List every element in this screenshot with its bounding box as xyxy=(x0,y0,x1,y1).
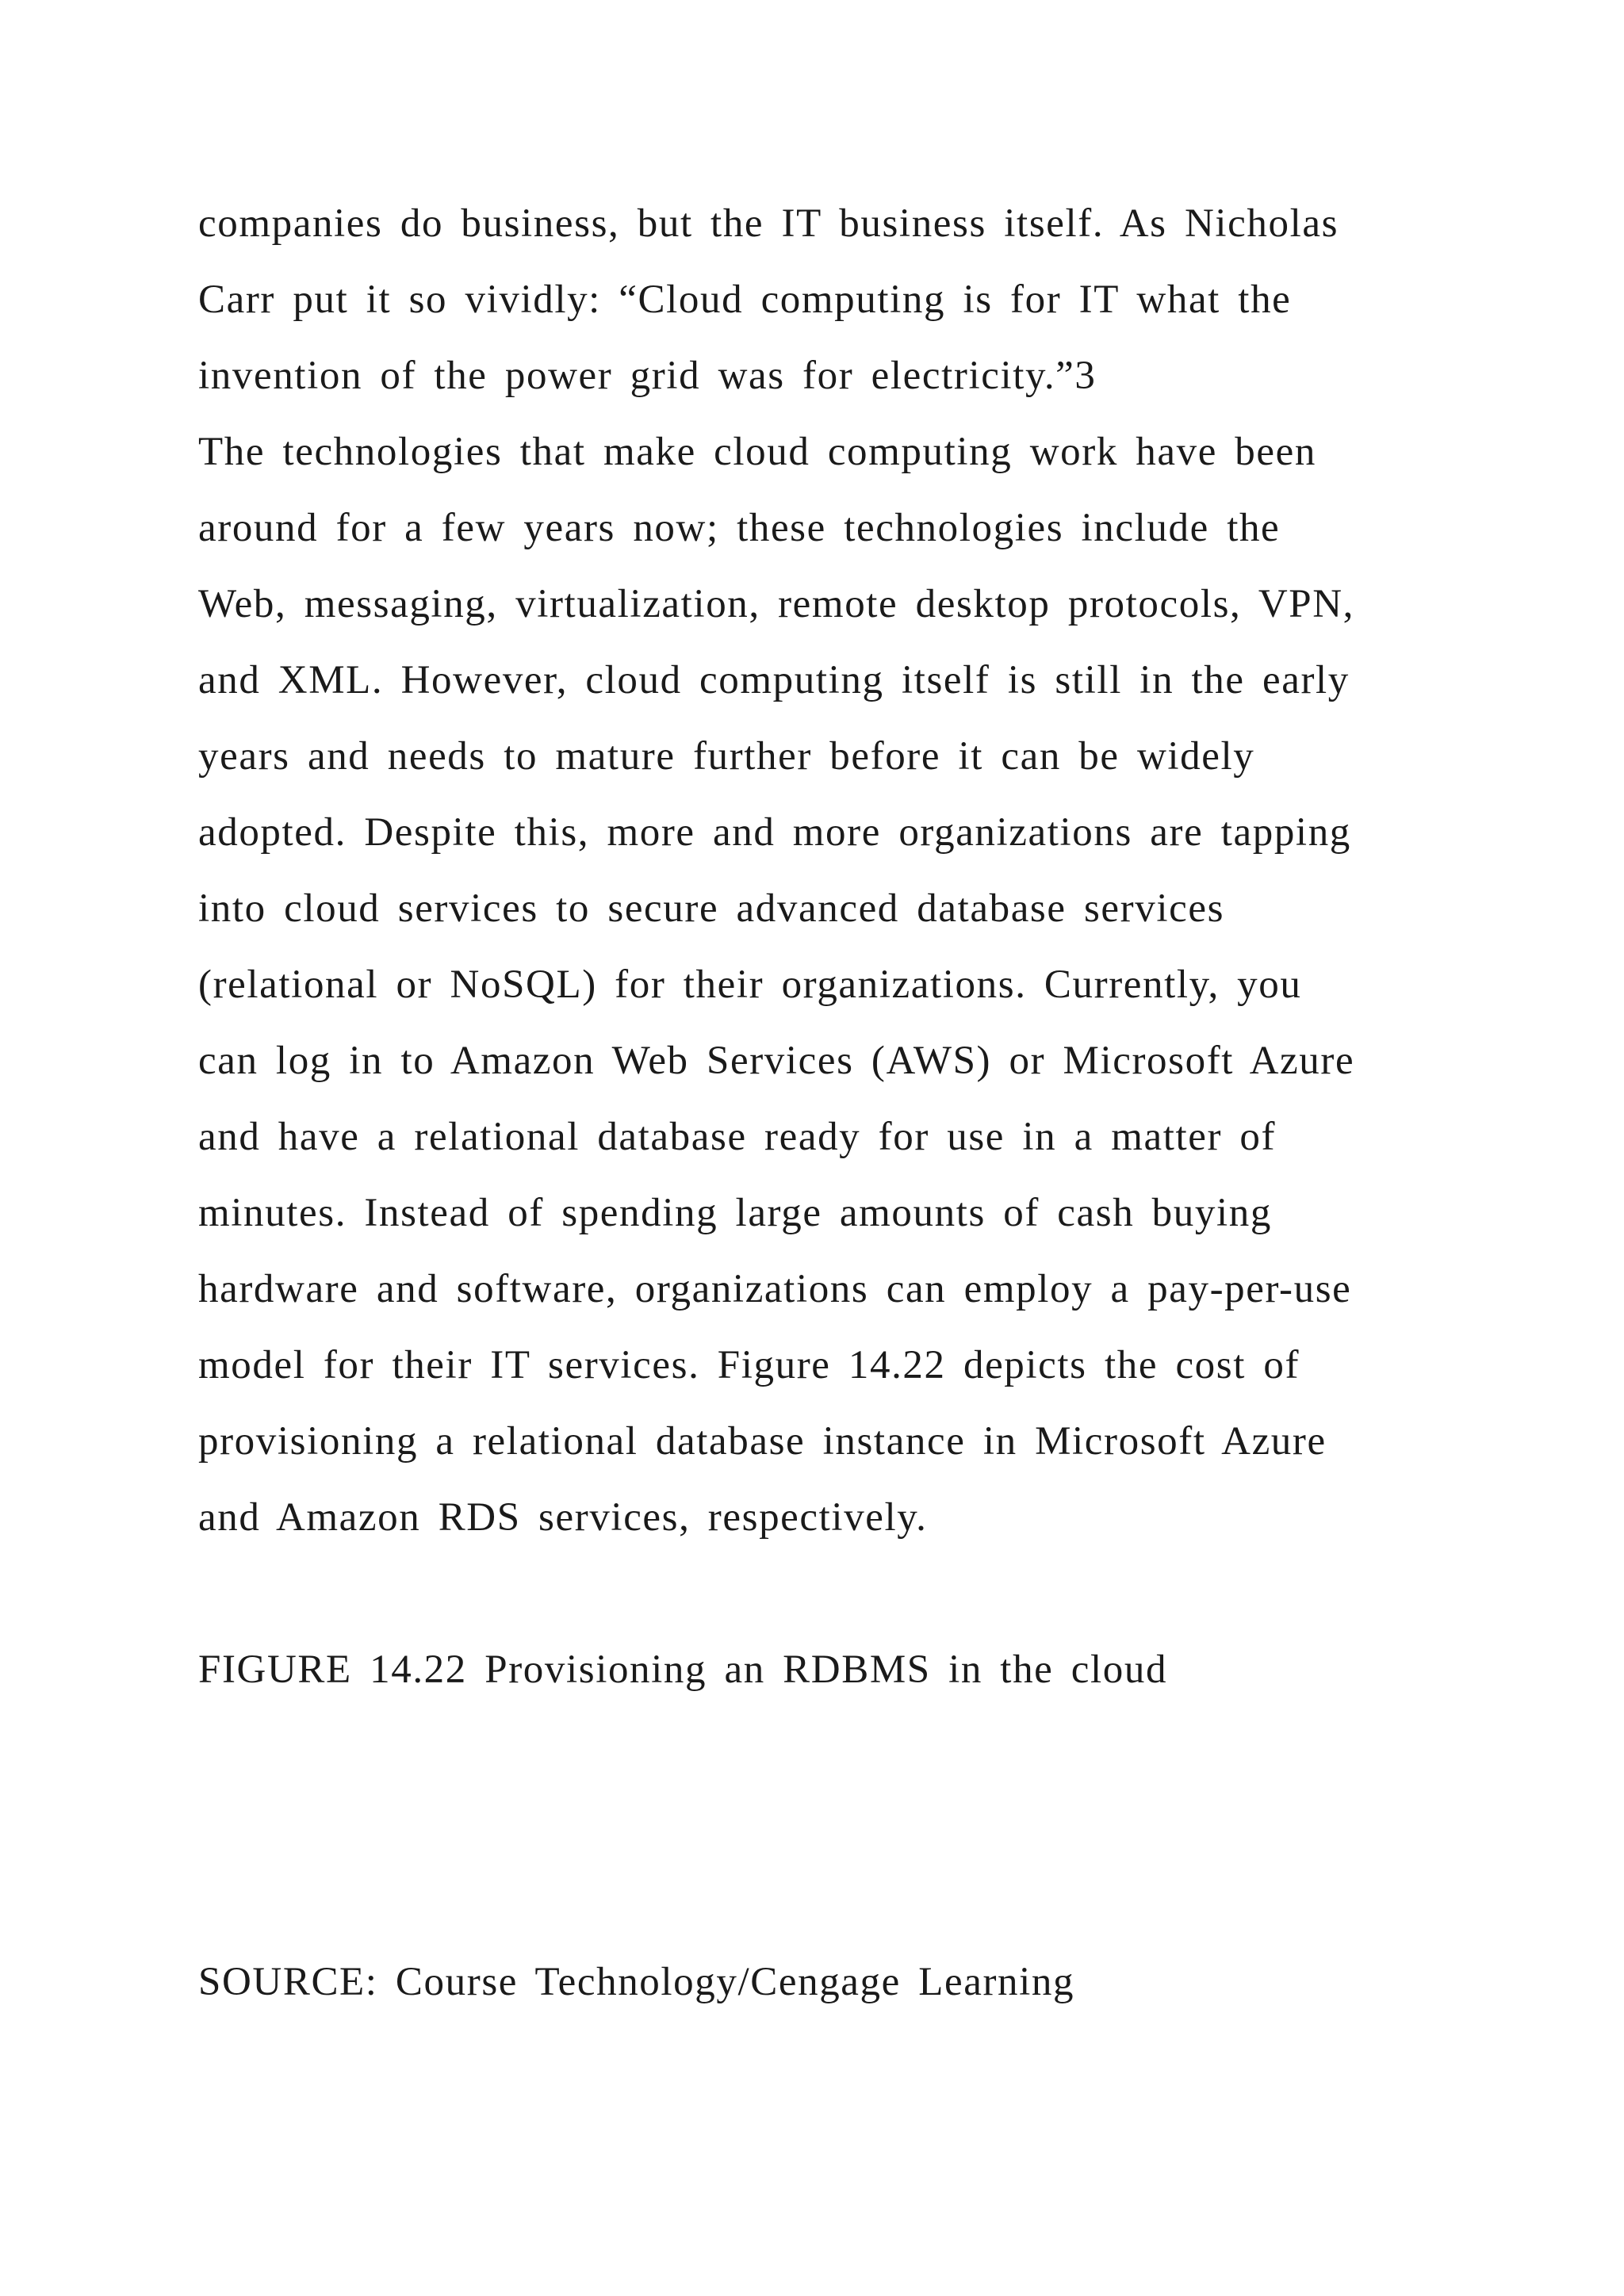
body-line-2: Carr put it so vividly: “Cloud computing is for IT what the xyxy=(198,277,1292,322)
body-line-1: companies do business, but the IT business itself. As Nicholas xyxy=(198,201,1339,246)
body-line-16: model for their IT services. Figure 14.22 depicts the cost of xyxy=(198,1343,1300,1387)
body-line-10: into cloud services to secure advanced database services xyxy=(198,886,1225,931)
body-line-18: and Amazon RDS services, respectively. xyxy=(198,1495,928,1540)
body-line-8: years and needs to mature further before it can be widely xyxy=(198,734,1255,779)
body-line-6: Web, messaging, virtualization, remote desktop protocols, VPN, xyxy=(198,582,1355,626)
body-line-12: can log in to Amazon Web Services (AWS) or Microsoft Azure xyxy=(198,1039,1355,1083)
body-line-15: hardware and software, organizations can employ a pay-per-use xyxy=(198,1267,1352,1311)
body-line-7: and XML. However, cloud computing itself is still in the early xyxy=(198,658,1350,702)
figure-source: SOURCE: Course Technology/Cengage Learning xyxy=(198,1960,1075,2004)
body-line-13: and have a relational database ready for use in a matter of xyxy=(198,1115,1277,1159)
body-line-3: invention of the power grid was for electricity.”3 xyxy=(198,354,1097,398)
body-line-11: (relational or NoSQL) for their organizations. Currently, you xyxy=(198,962,1302,1007)
body-line-4: The technologies that make cloud computing work have been xyxy=(198,430,1316,474)
body-line-5: around for a few years now; these technologies include the xyxy=(198,506,1281,550)
figure-caption: FIGURE 14.22 Provisioning an RDBMS in the cloud xyxy=(198,1647,1168,1692)
body-line-14: minutes. Instead of spending large amounts of cash buying xyxy=(198,1191,1272,1235)
body-line-17: provisioning a relational database instance in Microsoft Azure xyxy=(198,1419,1327,1464)
body-line-9: adopted. Despite this, more and more organizations are tapping xyxy=(198,810,1351,855)
